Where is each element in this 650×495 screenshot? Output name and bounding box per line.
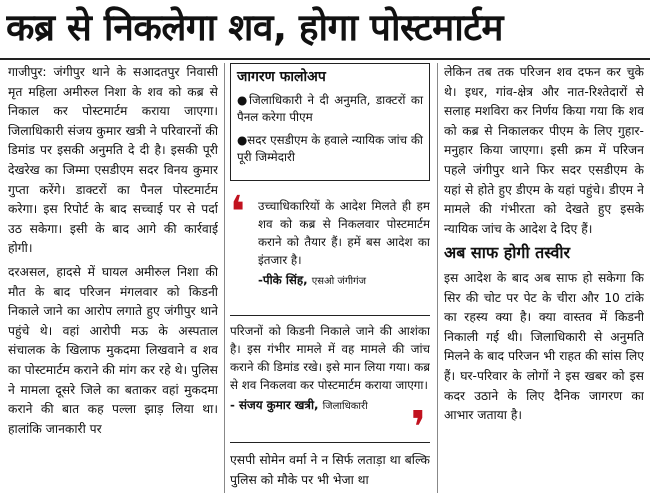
col2-body-text: एसपी सोमेन वर्मा ने न सिर्फ लताड़ा था बल्कि पुलिस को मौके पर भी भेजा था: [230, 453, 430, 487]
headline: कब्र से निकलेगा शव, होगा पोस्टमार्टम: [6, 6, 504, 49]
col3-paragraph-2: इस आदेश के बाद अब साफ हो सकेगा कि सिर की चोट पर पेट के चीरा और 10 टांके का रहस्य क्या है। क्या वास्तव में किडनी निकाली गई थी। जिलाधिकारी से अनुमति मिलने के बाद परिजन भी राहत की सांस लिए हैं। घर-परिवार के लोगों ने इस खबर को इस कदर उठाने के लिए दैनिक जागरण का आभार जताया है।: [444, 270, 644, 423]
quote-so-attribution: [258, 271, 430, 291]
quote-so-designation: एसओ जंगीगंज: [311, 276, 367, 287]
bullet-icon: ●: [237, 92, 249, 107]
quote-box-so: [230, 187, 430, 305]
quote-box-dm: [230, 315, 430, 453]
open-quote-icon: ❛: [230, 187, 246, 238]
column-3: [444, 63, 644, 493]
headline-rule: [0, 58, 650, 60]
followup-box: [230, 63, 430, 181]
col1-paragraph-1: गाजीपुर: जंगीपुर थाने के सआदतपुर निवासी मृत महिला अमीरुल निशा के शव को कब्र से निकाल कर पोस्टमार्टम कराया जाएगा। जिलाधिकारी संजय कुमार खत्री ने परिवारनों की डिमांड पर इसकी अनुमति दे दी है। इसकी पूरी देखरेख का जिम्मा एसडीएम सदर विनय कुमार गुप्ता करेंगे। डाक्टरों का पैनल पोस्टमार्टम करेगा। इस रिपोर्ट के बाद सच्चाई पर से पर्दा उठ सकेगा। इसी के बाद आगे की कार्रवाई होगी।: [8, 65, 218, 256]
quote-dm-attribution: [230, 396, 430, 416]
followup-item-2: [237, 132, 423, 166]
followup-item-2-text: सदर एसडीएम के हवाले न्यायिक जांच की पूरी जिम्मेदारी: [237, 132, 423, 164]
followup-item-1-text: जिलाधिकारी ने दी अनुमति, डाक्टरों का पैनल करेगा पीएम: [237, 92, 423, 124]
quote-so-name: -पीके सिंह,: [258, 273, 308, 287]
column-2: [230, 63, 430, 493]
quote-dm-designation: जिलाधिकारी: [322, 401, 368, 412]
followup-title: जागरण फालोअप: [237, 69, 326, 85]
quote-dm-name: - संजय कुमार खत्री,: [230, 398, 319, 412]
followup-item-1: [237, 92, 423, 126]
column-divider-1: [224, 63, 225, 493]
col3-paragraph-1: लेकिन तब तक परिजन शव दफन कर चुके थे। इधर, गांव-क्षेत्र और नात-रिश्तेदारों से सलाह मशविरा कर निर्णय किया गया कि शव को कब्र से निकालकर पीएम के लिए गुहार-मनुहार किया जाएगा। इसी क्रम में परिजन पहले जंगीपुर थाने फिर सदर एसडीएम के यहां से होते हुए डीएम के यहां पहुंचे। डीएम ने मामले की गंभीरता को देखते हुए इसके न्यायिक जांच के आदेश दे दिए हैं।: [444, 65, 644, 236]
col3-subheading: अब साफ होगी तस्वीर: [444, 243, 571, 263]
bullet-icon: ●: [237, 132, 248, 147]
quote-dm-text: परिजनों को किडनी निकाले जाने की आशंका है। इस गंभीर मामले में वह मामले की जांच कराने की डिमांड रखे। इसे मान लिया गया। कब्र से शव निकलवा कर पोस्टमार्टम कराया जाएगा।: [230, 324, 430, 392]
column-divider-2: [437, 63, 438, 493]
column-1: [8, 63, 218, 493]
quote-so-text: उच्चाधिकारियों के आदेश मिलते ही हम शव को कब्र से निकलवार पोस्टमार्टम कराने को तैयार हैं। हमें बस आदेश का इंतजार है।: [258, 199, 430, 267]
close-quote-icon: ❜: [410, 402, 426, 453]
col1-paragraph-2: दरअसल, हादसे में घायल अमीरुल निशा की मौत के बाद परिजन मंगलवार को किडनी निकाले जाने का आरोप लगाते हुए जंगीपुर थाने पहुंचे थे। वहां आरोपी मऊ के अस्पताल संचालक के खिलाफ मुकदमा लिखवाने व शव का पोस्टमार्टम कराने की मांग कर रहे थे। पुलिस ने मामला दूसरे जिले का बताकर वहां मुकदमा कराने की बात कह पल्ला झाड़ लिया था। हालांकि जानकारी पर: [8, 264, 218, 436]
